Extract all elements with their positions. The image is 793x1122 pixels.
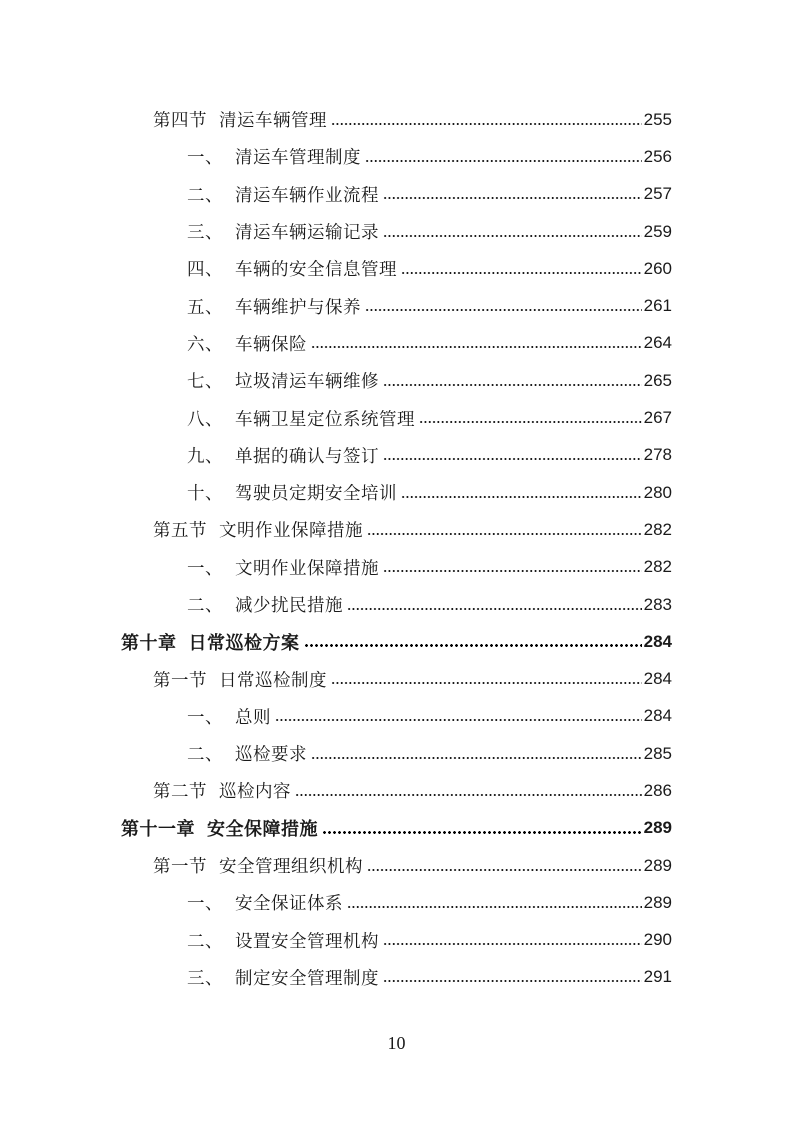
toc-dot-leader (311, 757, 642, 759)
toc-entry[interactable] (0, 549, 793, 586)
toc-entry-number: 二、 (187, 596, 223, 616)
toc-entry-title (187, 443, 379, 468)
toc-dot-leader (367, 533, 642, 535)
toc-entry-number: 六、 (187, 334, 223, 355)
toc-entry[interactable] (0, 101, 793, 138)
toc-entry-number: 一、 (187, 894, 223, 915)
toc-entry[interactable] (0, 250, 793, 287)
toc-entry-page: 265 (643, 370, 672, 390)
toc-entry-text: 设置安全管理机构 (235, 931, 379, 952)
toc-entry-number: 一、 (187, 707, 223, 728)
toc-dot-leader (419, 421, 642, 423)
toc-entry[interactable] (0, 698, 793, 735)
toc-entry-number: 第一节 (153, 857, 207, 878)
page-number: 10 (387, 1033, 406, 1053)
toc-entry-title (187, 928, 379, 953)
toc-entry-page: 284 (643, 706, 672, 726)
toc-chapter-entry[interactable] (0, 623, 793, 660)
toc-dot-leader (365, 160, 642, 162)
toc-dot-leader (311, 346, 642, 348)
toc-entry-text: 车辆的安全信息管理 (235, 260, 397, 281)
toc-entry-text: 减少扰民措施 (235, 596, 343, 616)
toc-entry-page: 267 (643, 408, 672, 428)
table-of-contents (0, 101, 793, 996)
toc-entry-number: 二、 (187, 931, 223, 952)
toc-entry-title (153, 778, 291, 803)
toc-dot-leader (383, 197, 642, 199)
toc-entry-page: 289 (643, 818, 672, 838)
toc-entry-title (187, 182, 379, 207)
toc-entry-number: 三、 (187, 968, 223, 989)
toc-entry-title (153, 667, 327, 692)
toc-entry-page: 284 (643, 669, 672, 689)
toc-entry-page: 282 (643, 519, 672, 539)
toc-entry-number: 第二节 (153, 782, 207, 803)
toc-entry-number: 二、 (187, 745, 223, 766)
toc-entry[interactable] (0, 437, 793, 474)
toc-dot-leader (295, 794, 642, 796)
toc-entry[interactable] (0, 772, 793, 809)
toc-entry-page: 260 (643, 258, 672, 278)
toc-entry-title (187, 219, 379, 244)
toc-dot-leader (383, 943, 642, 945)
toc-entry-title (153, 517, 363, 542)
toc-entry-text: 文明作业保障措施 (219, 521, 363, 542)
toc-entry-title (187, 294, 361, 319)
toc-entry-number: 三、 (187, 223, 223, 244)
toc-entry-number: 一、 (187, 558, 223, 579)
toc-entry-number: 七、 (187, 372, 223, 393)
toc-entry-text: 车辆保险 (235, 334, 307, 355)
toc-entry[interactable] (0, 176, 793, 213)
toc-entry-text: 清运车辆运输记录 (235, 223, 379, 244)
toc-dot-leader (383, 980, 642, 982)
toc-entry-number: 八、 (187, 409, 223, 430)
toc-entry-number: 四、 (187, 260, 223, 281)
toc-dot-leader (383, 235, 642, 237)
toc-dot-leader (347, 608, 642, 610)
toc-dot-leader (367, 869, 642, 871)
toc-entry-page: 284 (643, 631, 672, 651)
toc-dot-leader (365, 309, 642, 311)
toc-dot-leader (331, 682, 642, 684)
toc-entry[interactable] (0, 325, 793, 362)
toc-entry-page: 264 (643, 333, 672, 353)
toc-entry[interactable] (0, 511, 793, 548)
toc-entry-number: 第十一章 (121, 819, 195, 841)
toc-entry-page: 256 (643, 146, 672, 166)
toc-entry-page: 261 (643, 296, 672, 316)
toc-entry-page: 289 (643, 892, 672, 912)
toc-entry-text: 车辆卫星定位系统管理 (235, 409, 415, 430)
toc-dot-leader (331, 123, 642, 125)
toc-entry-text: 文明作业保障措施 (235, 558, 379, 579)
toc-entry-text: 驾驶员定期安全培训 (235, 484, 397, 505)
toc-entry-number: 二、 (187, 185, 223, 206)
toc-entry-title (187, 256, 397, 281)
toc-entry-page: 286 (643, 780, 672, 800)
toc-entry-text: 日常巡检制度 (219, 670, 327, 691)
toc-entry-text: 巡检内容 (219, 782, 291, 803)
toc-entry[interactable] (0, 287, 793, 324)
toc-dot-leader (401, 496, 642, 498)
toc-entry-page: 278 (643, 445, 672, 465)
toc-entry-title (187, 368, 379, 393)
toc-entry-text: 总则 (235, 707, 271, 728)
toc-entry-number: 第十章 (121, 632, 177, 654)
toc-entry-page: 280 (643, 482, 672, 502)
toc-entry[interactable] (0, 586, 793, 623)
toc-entry-page: 290 (643, 930, 672, 950)
toc-entry[interactable] (0, 959, 793, 996)
toc-entry[interactable] (0, 922, 793, 959)
toc-entry[interactable] (0, 847, 793, 884)
toc-entry-number: 第四节 (153, 111, 207, 132)
toc-entry-title (121, 815, 318, 841)
toc-entry-number: 十、 (187, 484, 223, 505)
toc-entry-page: 255 (643, 109, 672, 129)
toc-entry-text: 巡检要求 (235, 745, 307, 766)
toc-entry-number: 一、 (187, 148, 223, 169)
toc-dot-leader (347, 906, 642, 908)
toc-dot-leader (383, 384, 642, 386)
toc-entry-title (187, 890, 343, 915)
toc-entry-text: 清运车辆作业流程 (235, 185, 379, 206)
toc-dot-leader (275, 719, 642, 721)
toc-dot-leader (401, 272, 642, 274)
toc-entry[interactable] (0, 884, 793, 921)
toc-entry-title (187, 741, 307, 766)
toc-entry-text: 制定安全管理制度 (235, 968, 379, 989)
toc-entry-text: 单据的确认与签订 (235, 446, 379, 467)
toc-entry-page: 285 (643, 743, 672, 763)
toc-entry[interactable] (0, 362, 793, 399)
toc-entry[interactable] (0, 138, 793, 175)
toc-entry-text: 清运车管理制度 (235, 148, 361, 169)
toc-entry-title (187, 144, 361, 169)
toc-entry-page: 282 (643, 557, 672, 577)
toc-entry-title (187, 406, 415, 431)
toc-entry-page: 259 (643, 221, 672, 241)
toc-entry-number: 五、 (187, 297, 223, 318)
toc-entry[interactable] (0, 474, 793, 511)
toc-entry-title (153, 853, 363, 878)
toc-entry-title (153, 107, 327, 132)
toc-entry-title (187, 704, 271, 729)
toc-entry-text: 车辆维护与保养 (235, 297, 361, 318)
toc-dot-leader (322, 831, 642, 834)
toc-dot-leader (383, 458, 642, 460)
toc-entry-text: 垃圾清运车辆维修 (235, 372, 379, 393)
toc-entry-page: 291 (643, 967, 672, 987)
toc-entry-page: 283 (643, 594, 672, 614)
toc-entry-title (187, 331, 307, 356)
toc-entry[interactable] (0, 660, 793, 697)
toc-entry-text: 清运车辆管理 (219, 111, 327, 132)
toc-entry-text: 安全保证体系 (235, 894, 343, 915)
toc-entry-title (187, 480, 397, 505)
toc-chapter-entry[interactable] (0, 810, 793, 847)
toc-dot-leader (304, 644, 642, 647)
toc-entry[interactable] (0, 213, 793, 250)
toc-entry-page: 289 (643, 855, 672, 875)
toc-entry-page: 257 (643, 184, 672, 204)
toc-entry-title (187, 592, 343, 617)
toc-entry[interactable] (0, 735, 793, 772)
toc-entry[interactable] (0, 399, 793, 436)
toc-entry-title (187, 965, 379, 990)
toc-entry-title (187, 555, 379, 580)
toc-entry-number: 九、 (187, 446, 223, 467)
toc-dot-leader (383, 570, 642, 572)
toc-entry-text: 安全保障措施 (207, 819, 318, 841)
toc-entry-title (121, 629, 300, 655)
toc-entry-text: 日常巡检方案 (188, 632, 300, 654)
toc-entry-number: 第一节 (153, 670, 207, 691)
toc-entry-text: 安全管理组织机构 (219, 857, 363, 878)
toc-entry-number: 第五节 (153, 521, 207, 542)
